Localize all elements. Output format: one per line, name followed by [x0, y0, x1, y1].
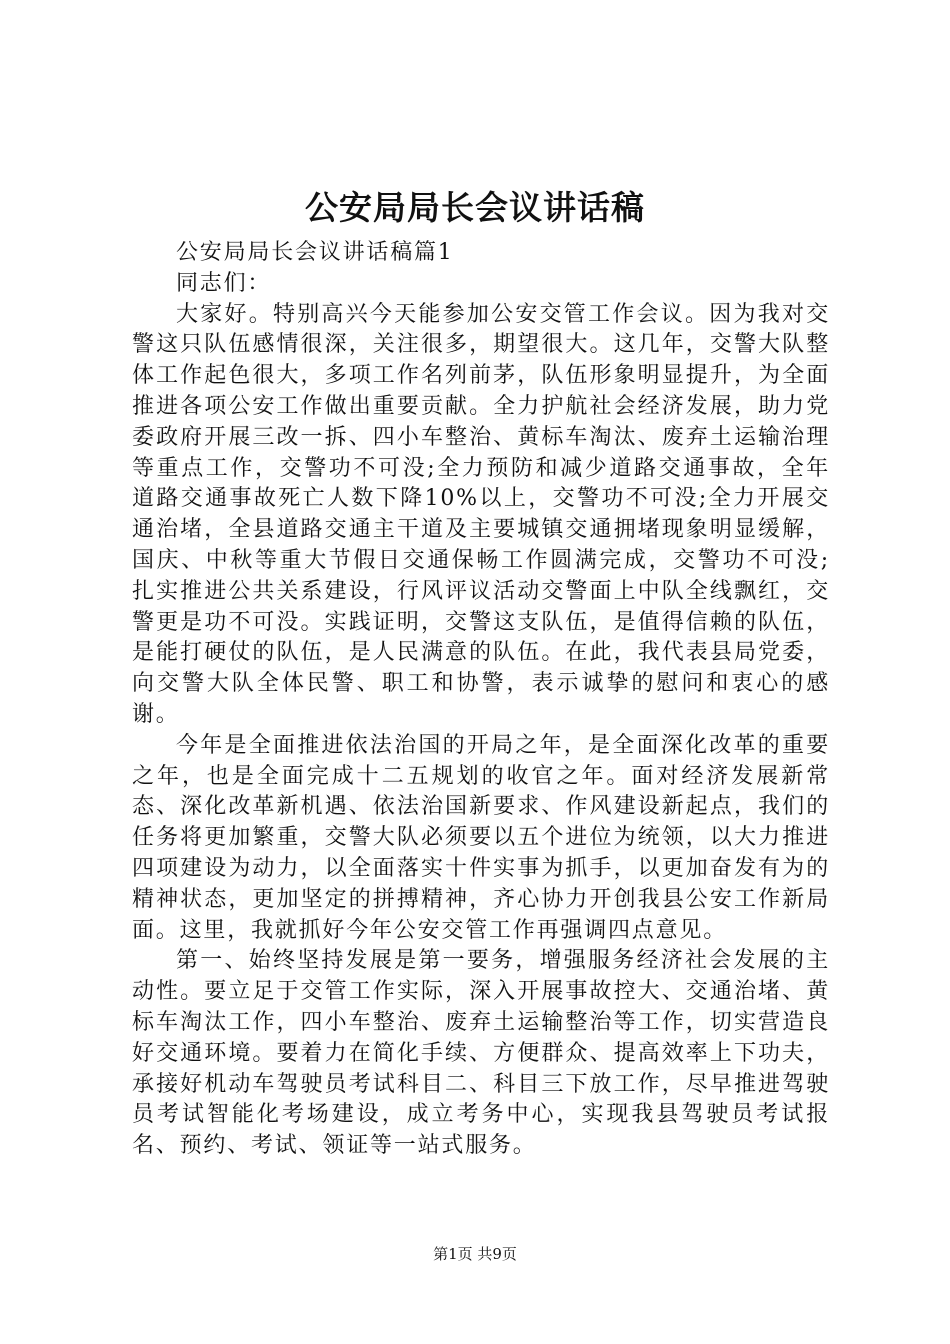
body-paragraph-1: 大家好。特别高兴今天能参加公安交管工作会议。因为我对交警这只队伍感情很深，关注很多，期望很大。这几年，交警大队整体工作起色很大，多项工作名列前茅，队伍形象明显提升，为全面推进各项公安工作做出重要贡献。全力护航社会经济发展，助力党委政府开展三改一拆、四小车整治、黄标车淘汰、废弃土运输治理等重点工作，交警功不可没;全力预防和减少道路交通事故，全年道路交通事故死亡人数下降10%以上，交警功不可没;全力开展交通治堵，全县道路交通主干道及主要城镇交通拥堵现象明显缓解，国庆、中秋等重大节假日交通保畅工作圆满完成，交警功不可没;扎实推进公共关系建设，行风评议活动交警面上中队全线飘红，交警更是功不可没。实践证明，交警这支队伍，是值得信赖的队伍，是能打硬仗的队伍，是人民满意的队伍。在此，我代表县局党委，向交警大队全体民警、职工和协警，表示诚挚的慰问和衷心的感谢。: [132, 301, 830, 727]
body-paragraph-2: 今年是全面推进依法治国的开局之年，是全面深化改革的重要之年，也是全面完成十二五规划的收官之年。面对经济发展新常态、深化改革新机遇、依法治国新要求、作风建设新起点，我们的任务将更加繁重，交警大队必须要以五个进位为统领，以大力推进四项建设为动力，以全面落实十件实事为抓手，以更加奋发有为的精神状态，更加坚定的拼搏精神，齐心协力开创我县公安工作新局面。这里，我就抓好今年公安交管工作再强调四点意见。: [132, 732, 830, 943]
salutation: 同志们：: [176, 270, 272, 296]
document-title: 公安局局长会议讲话稿: [305, 188, 645, 227]
body-paragraph-3: 第一、始终坚持发展是第一要务，增强服务经济社会发展的主动性。要立足于交管工作实际，深入开展事故控大、交通治堵、黄标车淘汰工作，四小车整治、废弃土运输整治等工作，切实营造良好交通环境。要着力在简化手续、方便群众、提高效率上下功夫，承接好机动车驾驶员考试科目二、科目三下放工作，尽早推进驾驶员考试智能化考场建设，成立考务中心，实现我县驾驶员考试报名、预约、考试、领证等一站式服务。: [132, 948, 830, 1159]
document-subtitle: 公安局局长会议讲话稿篇1: [176, 240, 454, 265]
page-footer: 第1页 共9页: [433, 1245, 517, 1263]
document-body: [132, 238, 830, 1162]
